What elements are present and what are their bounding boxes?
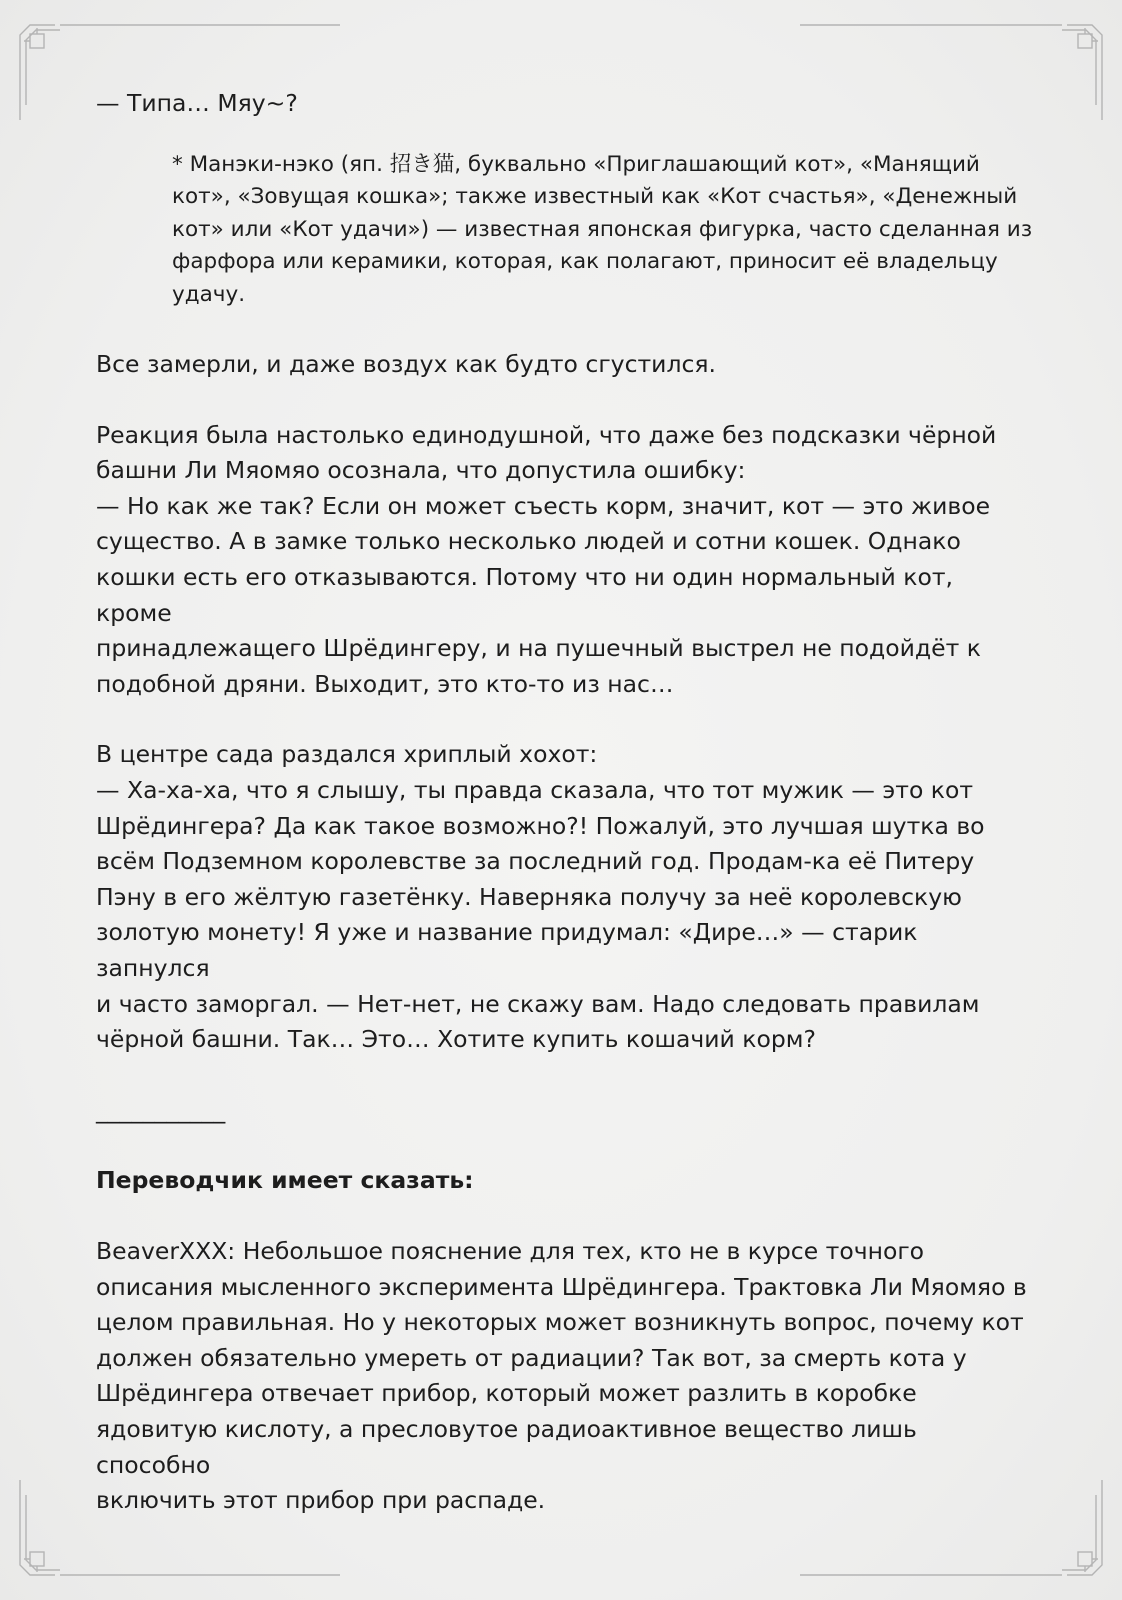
document-body (96, 86, 1036, 1519)
paragraph-everyone-froze: Все замерли, и даже воздух как будто сгустился. (96, 350, 716, 379)
footnote-maneki-neko: * Манэки-нэко (яп. 招き猫, буквально «Приглашающий кот», «Манящий кот», «Зовущая кошка»; также известный как «Кот счастья», «Денежный кот» или «Кот удачи») — известная японская фигурка, часто сделанная из фарфора или керамики, которая, как полагают, приносит её владельцу удачу. (172, 151, 1033, 307)
paragraph-garden-laughter: В центре сада раздался хриплый хохот: — Ха-ха-ха, что я слышу, ты правда сказала, что тот мужик — это кот Шрёдингера? Да как такое возможно?! Пожалуй, это лучшая шутка во всём Подземном королевстве за последний год. Продам-ка её Питеру Пэну в его жёлтую газетёнку. Наверняка получу за неё королевскую золотую монету! Я уже и название придумал: «Дире…» — старик запнулся и часто заморгал. — Нет-нет, не скажу вам. Надо следовать правилам чёрной башни. Так… Это… Хотите купить кошачий корм? (96, 740, 985, 1054)
separator-line: ___________ (96, 1095, 226, 1124)
dialogue-line-meow: — Типа… Мяу~? (96, 89, 298, 117)
translator-heading: Переводчик имеет сказать: (96, 1166, 474, 1195)
paragraph-reaction: Реакция была настолько единодушной, что даже без подсказки чёрной башни Ли Мяомяо осознала, что допустила ошибку: — Но как же так? Если он может съесть корм, значит, кот — это живое существо. А в замке только несколько людей и сотни кошек. Однако кошки есть его отказываются. Потому что ни один нормальный кот, кроме принадлежащего Шрёдингеру, и на пушечный выстрел не подойдёт к подобной дряни. Выходит, это кто-то из нас… (96, 420, 997, 698)
translator-note: BeaverXXX: Небольшое пояснение для тех, кто не в курсе точного описания мысленного эксперимента Шрёдингера. Трактовка Ли Мяомяо в целом правильная. Но у некоторых может возникнуть вопрос, почему кот должен обязательно умереть от радиации? Так вот, за смерть кота у Шрёдингера отвечает прибор, который может разлить в коробке ядовитую кислоту, а пресловутое радиоактивное вещество лишь способно включить этот прибор при распаде. (96, 1236, 1027, 1515)
